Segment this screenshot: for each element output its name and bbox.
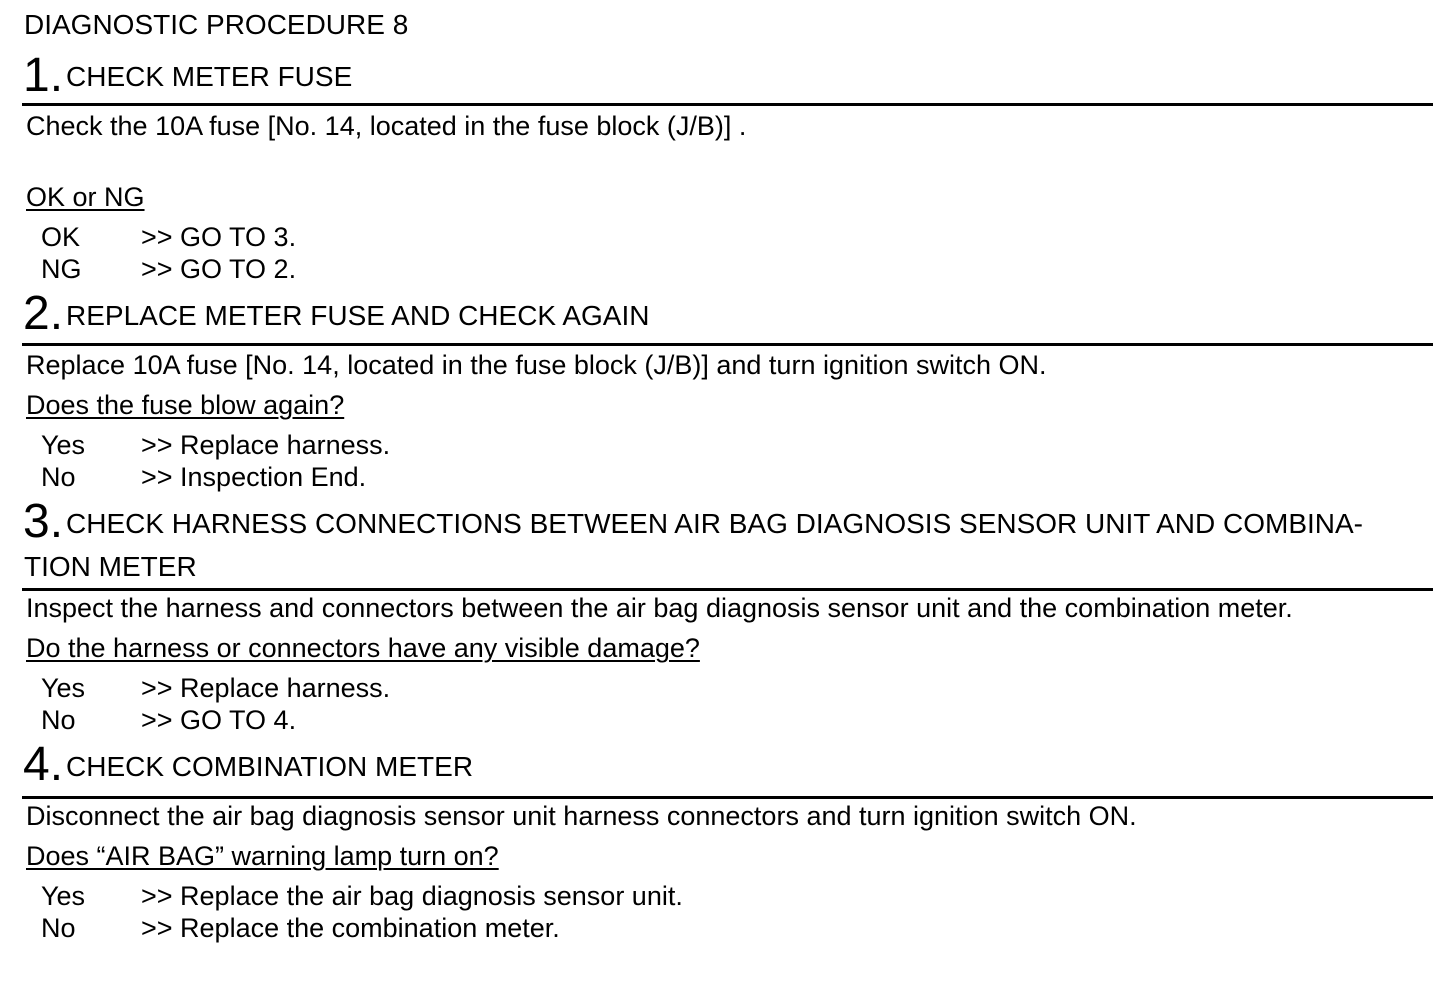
step-2-instruction: Replace 10A fuse [No. 14, located in the fuse block (J/B)] and turn ignition switch ON. xyxy=(26,350,1047,380)
step-2-answer-2-action: >> Inspection End. xyxy=(141,462,367,492)
step-3-question: Do the harness or connectors have any visible damage? xyxy=(26,633,700,663)
step-1-instruction: Check the 10A fuse [No. 14, located in the fuse block (J/B)] . xyxy=(26,111,747,141)
step-3-number: 3. xyxy=(23,495,64,548)
step-2-answer-1-key: Yes xyxy=(41,430,86,460)
step-4-divider xyxy=(22,796,1433,799)
step-4-answer-2-key: No xyxy=(41,913,76,943)
step-3-instruction: Inspect the harness and connectors between the air bag diagnosis sensor unit and the combination meter. xyxy=(26,593,1293,623)
step-1-divider xyxy=(22,103,1433,106)
step-3-answer-2-action: >> GO TO 4. xyxy=(141,705,297,735)
step-1-title: CHECK METER FUSE xyxy=(66,61,353,92)
step-2-title: REPLACE METER FUSE AND CHECK AGAIN xyxy=(66,300,650,331)
page-title: DIAGNOSTIC PROCEDURE 8 xyxy=(24,9,409,40)
step-3-title-line-2: TION METER xyxy=(24,551,197,582)
step-4-instruction: Disconnect the air bag diagnosis sensor unit harness connectors and turn ignition switch ON. xyxy=(26,801,1137,831)
step-2-answer-2-key: No xyxy=(41,462,76,492)
step-1-number: 1. xyxy=(23,49,64,102)
step-3-answer-1-action: >> Replace harness. xyxy=(141,673,391,703)
step-4-title: CHECK COMBINATION METER xyxy=(66,751,474,782)
step-1-answer-2-key: NG xyxy=(41,254,82,284)
step-1-question: OK or NG xyxy=(26,182,145,212)
step-3-divider xyxy=(22,588,1433,591)
step-3-title-line-1: CHECK HARNESS CONNECTIONS BETWEEN AIR BAG DIAGNOSIS SENSOR UNIT AND COMBINA- xyxy=(66,508,1364,539)
step-1-answer-2-action: >> GO TO 2. xyxy=(141,254,297,284)
step-3-answer-2-key: No xyxy=(41,705,76,735)
step-2-answer-1-action: >> Replace harness. xyxy=(141,430,391,460)
step-1-answer-1-action: >> GO TO 3. xyxy=(141,222,297,252)
step-4-answer-1-key: Yes xyxy=(41,881,86,911)
step-2-number: 2. xyxy=(23,287,64,340)
step-4-answer-2-action: >> Replace the combination meter. xyxy=(141,913,560,943)
step-4-answer-1-action: >> Replace the air bag diagnosis sensor unit. xyxy=(141,881,683,911)
step-3-answer-1-key: Yes xyxy=(41,673,86,703)
step-2-divider xyxy=(22,343,1433,346)
step-1-answer-1-key: OK xyxy=(41,222,81,252)
step-4-question: Does “AIR BAG” warning lamp turn on? xyxy=(26,841,499,871)
step-4-number: 4. xyxy=(23,738,64,791)
step-2-question: Does the fuse blow again? xyxy=(26,390,345,420)
